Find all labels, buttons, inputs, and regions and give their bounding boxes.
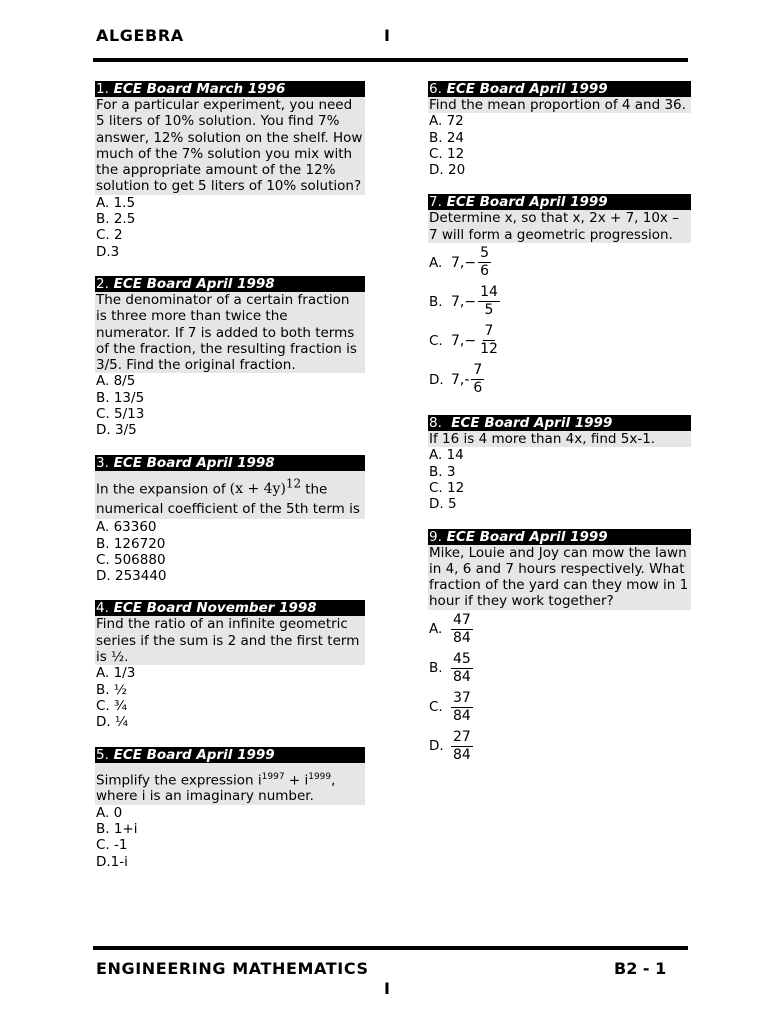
numerator: 45 <box>453 650 471 667</box>
question-text <box>95 763 365 805</box>
numerator: 14 <box>480 284 498 301</box>
question-header <box>95 276 365 292</box>
footer-rule <box>93 946 688 950</box>
fraction <box>451 651 473 686</box>
exponent-2: 1999 <box>308 771 332 782</box>
option-b <box>428 282 691 321</box>
option-a: A. 8/5 <box>96 373 136 390</box>
option-prefix: 7,− <box>451 254 477 271</box>
option-label: B. <box>429 660 443 677</box>
plus-term: + i <box>284 772 309 789</box>
option-a: A. 14 <box>429 447 464 464</box>
question-source: ECE Board April 1998 <box>113 454 275 471</box>
denominator: 84 <box>453 668 471 685</box>
option-b: B. 1+i <box>96 820 138 837</box>
question-source: ECE Board April 1998 <box>113 275 275 292</box>
question-number: 7. <box>429 194 442 211</box>
question-header <box>95 747 365 763</box>
question-text-end: , where i is an imaginary number. <box>96 772 336 805</box>
option-label: C. <box>429 332 443 349</box>
question-text-end: the numerical coefficient of the 5th term is <box>96 481 360 518</box>
denominator: 6 <box>480 263 490 280</box>
question-source: ECE Board April 1999 <box>446 194 608 211</box>
question-source: ECE Board March 1996 <box>113 81 286 97</box>
option-label: D. <box>429 738 444 755</box>
question-9 <box>428 529 691 766</box>
option-c: C. -1 <box>96 837 128 854</box>
question-text <box>95 471 365 520</box>
question-header <box>428 194 691 210</box>
question-number: 3. <box>96 454 109 471</box>
numerator: 37 <box>453 689 471 706</box>
option-prefix: 7,− <box>451 332 477 349</box>
fraction <box>478 245 491 280</box>
option-c <box>428 688 691 727</box>
binomial-expression <box>229 476 302 498</box>
denominator: 5 <box>484 302 494 319</box>
question-number: 1. <box>96 81 109 97</box>
question-number: 9. <box>429 528 442 545</box>
page-footer-title: ENGINEERING MATHEMATICS <box>96 959 369 978</box>
page-number: B2 - 1 <box>614 959 667 978</box>
right-column <box>428 81 691 782</box>
fraction <box>471 362 484 397</box>
fraction <box>451 612 473 647</box>
numerator: 27 <box>453 728 471 745</box>
option-a <box>428 243 691 282</box>
question-header <box>95 81 365 97</box>
denominator: 84 <box>453 707 471 724</box>
question-source: ECE Board April 1999 <box>113 746 275 763</box>
option-b: B. 24 <box>429 129 465 146</box>
option-c: C. ¾ <box>96 697 128 714</box>
question-text-start: Simplify the expression i <box>96 772 262 789</box>
option-a: A. 1.5 <box>96 194 136 211</box>
denominator: 6 <box>473 380 483 397</box>
question-number: 8. <box>429 415 442 432</box>
option-c: C. 506880 <box>96 551 166 568</box>
question-source: ECE Board April 1999 <box>451 415 613 432</box>
option-a <box>428 610 691 649</box>
option-b: B. 3 <box>429 463 456 480</box>
option-prefix: 7,− <box>451 293 477 310</box>
binomial-exponent: 12 <box>285 476 302 491</box>
question-source: ECE Board April 1999 <box>446 81 608 97</box>
denominator: 12 <box>480 341 498 358</box>
page-header-mark: I <box>384 26 390 45</box>
numerator: 7 <box>484 323 494 340</box>
option-c: C. 12 <box>429 479 465 496</box>
option-a: A. 0 <box>96 804 123 821</box>
option-c: C. 12 <box>429 145 465 162</box>
question-4 <box>95 600 365 730</box>
question-text: Find the ratio of an infinite geometric series if the sum is 2 and the first term is ½. <box>95 616 365 665</box>
option-d: D. 253440 <box>96 568 167 585</box>
option-b: B. 2.5 <box>96 211 136 228</box>
page-footer-mark: I <box>384 979 390 998</box>
question-text: If 16 is 4 more than 4x, find 5x-1. <box>428 431 691 447</box>
question-header <box>95 600 365 616</box>
question-8 <box>428 415 691 512</box>
option-a: A. 1/3 <box>96 665 136 682</box>
option-b <box>428 649 691 688</box>
option-label: A. <box>429 621 443 638</box>
question-header <box>428 81 691 97</box>
option-d: D.3 <box>96 243 120 260</box>
question-header <box>428 529 691 545</box>
page-header-title: ALGEBRA <box>96 26 184 45</box>
header-rule <box>93 58 688 62</box>
binomial-base: (x + 4y) <box>229 481 286 498</box>
question-number: 5. <box>96 746 109 763</box>
denominator: 84 <box>453 629 471 646</box>
option-label: D. <box>429 371 444 388</box>
fraction <box>478 323 500 358</box>
numerator: 5 <box>480 245 490 262</box>
numerator: 7 <box>473 362 483 379</box>
option-d: D. 5 <box>429 496 457 513</box>
question-number: 2. <box>96 275 109 292</box>
option-d: D. 20 <box>429 162 466 179</box>
option-d: D. ¼ <box>96 714 129 731</box>
option-label: A. <box>429 254 443 271</box>
numerator: 47 <box>453 611 471 628</box>
question-3 <box>95 455 365 585</box>
question-text: Determine x, so that x, 2x + 7, 10x – 7 will form a geometric progression. <box>428 210 691 243</box>
option-c: C. 5/13 <box>96 406 145 423</box>
option-d <box>428 360 691 399</box>
exponent-1: 1997 <box>261 771 285 782</box>
question-text: Find the mean proportion of 4 and 36. <box>428 97 691 113</box>
question-text: Mike, Louie and Joy can mow the lawn in 4, 6 and 7 hours respectively. What fraction of the yard can they mow in 1 hour if they work together? <box>428 545 691 610</box>
question-text: The denominator of a certain fraction is three more than twice the numerator. If 7 is added to both terms of the fraction, the resulting fraction is 3/5. Find the original fraction. <box>95 292 365 373</box>
option-b: B. ½ <box>96 681 127 698</box>
question-number: 4. <box>96 600 109 617</box>
option-c <box>428 321 691 360</box>
question-header <box>95 455 365 471</box>
question-2 <box>95 276 365 439</box>
question-1 <box>95 81 365 260</box>
option-d: D. 3/5 <box>96 422 137 439</box>
question-source: ECE Board November 1998 <box>113 600 317 617</box>
option-prefix: 7,- <box>451 371 470 388</box>
option-label: B. <box>429 293 443 310</box>
option-b: B. 13/5 <box>96 389 145 406</box>
question-7 <box>428 194 691 399</box>
option-a: A. 72 <box>429 113 464 130</box>
denominator: 84 <box>453 746 471 763</box>
option-b: B. 126720 <box>96 535 166 552</box>
question-5 <box>95 747 365 870</box>
question-text: For a particular experiment, you need 5 liters of 10% solution. You find 7% answer, 12% solution on the shelf. How much of the 7% solution you mix with the appropriate amount of the 12% solution to get 5 liters of 10% solution? <box>95 97 365 195</box>
option-a: A. 63360 <box>96 519 157 536</box>
question-number: 6. <box>429 81 442 97</box>
option-d: D.1-i <box>96 853 128 870</box>
fraction <box>451 690 473 725</box>
question-header <box>428 415 691 431</box>
fraction <box>478 284 500 319</box>
question-source: ECE Board April 1999 <box>446 528 608 545</box>
question-6 <box>428 81 691 178</box>
option-c: C. 2 <box>96 227 123 244</box>
left-column <box>95 81 365 886</box>
option-d <box>428 727 691 766</box>
option-label: C. <box>429 699 443 716</box>
question-text-start: In the expansion of <box>96 481 226 498</box>
fraction <box>451 729 473 764</box>
